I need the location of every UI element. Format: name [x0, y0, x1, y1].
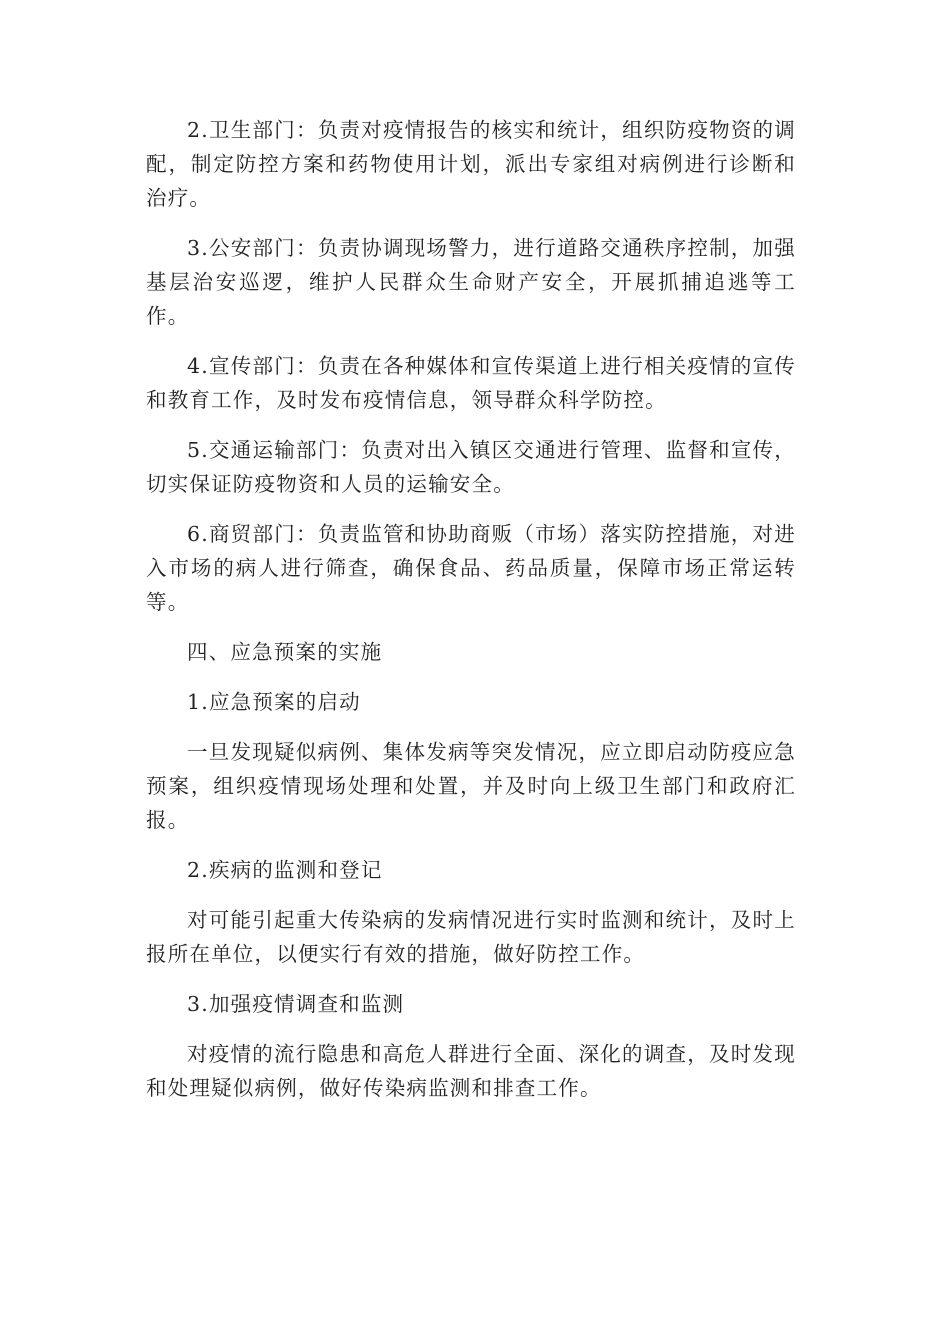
subheading-disease-monitoring: 2.疾病的监测和登记 [187, 858, 383, 882]
paragraph-plan-activation: 一旦发现疑似病例、集体发病等突发情况，应立即启动防疫应急预案，组织疫情现场处理和处置，并及时向上级卫生部门和政府汇报。 [146, 740, 796, 832]
paragraph-epidemic-investigation: 对疫情的流行隐患和高危人群进行全面、深化的调查，及时发现和处理疑似病例，做好传染病监测和排查工作。 [146, 1042, 796, 1100]
document-body [146, 113, 796, 1121]
subheading-plan-activation: 1.应急预案的启动 [187, 690, 361, 714]
paragraph-commerce-department: 6.商贸部门：负责监管和协助商贩（市场）落实防控措施，对进入市场的病人进行筛查，确保食品、药品质量，保障市场正常运转等。 [146, 522, 796, 614]
paragraph-transport-department: 5.交通运输部门：负责对出入镇区交通进行管理、监督和宣传，切实保证防疫物资和人员的运输安全。 [146, 438, 796, 496]
paragraph-health-department: 2.卫生部门：负责对疫情报告的核实和统计，组织防疫物资的调配，制定防控方案和药物使用计划，派出专家组对病例进行诊断和治疗。 [146, 118, 796, 210]
section-heading-implementation: 四、应急预案的实施 [187, 640, 383, 664]
paragraph-disease-monitoring: 对可能引起重大传染病的发病情况进行实时监测和统计，及时上报所在单位，以便实行有效的措施，做好防控工作。 [146, 908, 796, 966]
paragraph-public-security-department: 3.公安部门：负责协调现场警力，进行道路交通秩序控制，加强基层治安巡逻，维护人民群众生命财产安全，开展抓捕追逃等工作。 [146, 236, 796, 328]
paragraph-publicity-department: 4.宣传部门：负责在各种媒体和宣传渠道上进行相关疫情的宣传和教育工作，及时发布疫情信息，领导群众科学防控。 [146, 354, 796, 412]
subheading-epidemic-investigation: 3.加强疫情调查和监测 [187, 992, 405, 1016]
